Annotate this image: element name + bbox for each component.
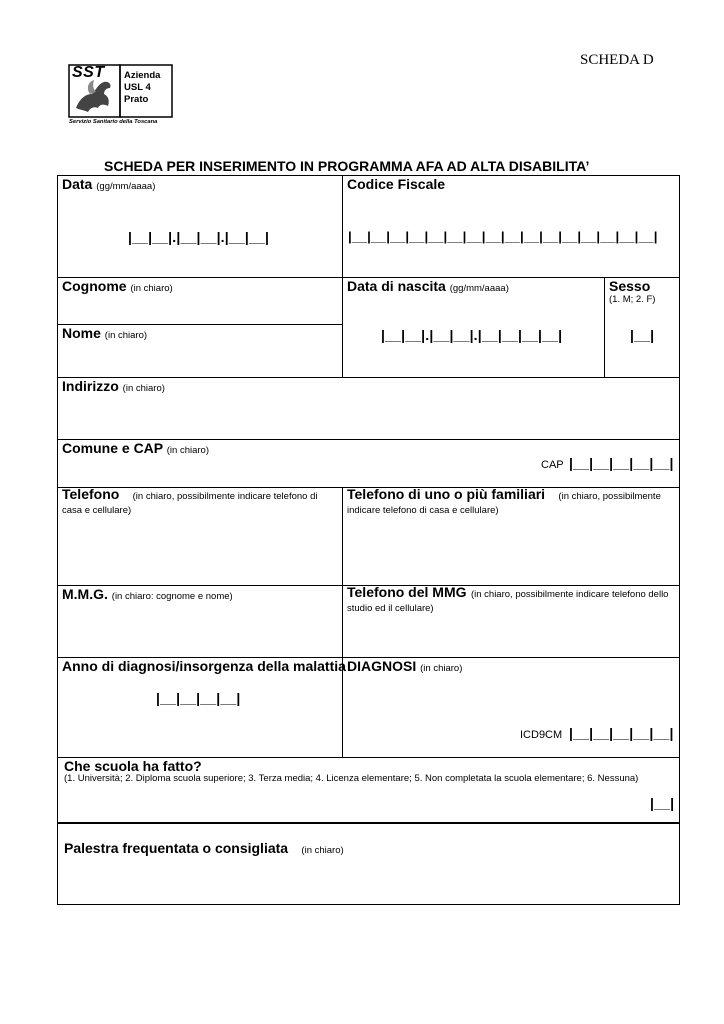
indirizzo-cell[interactable]	[58, 377, 679, 439]
palestra-cell[interactable]	[58, 823, 679, 904]
sesso-cell[interactable]	[604, 277, 679, 377]
cognome-cell[interactable]	[58, 277, 342, 324]
anno-diagnosi-label: Anno di diagnosi/insorgenza della malattia	[62, 658, 346, 674]
scuola-label: Che scuola ha fatto?	[64, 758, 202, 774]
anno-diagnosi-boxes: |__|__|__|__|	[156, 690, 241, 706]
scuola-cell[interactable]	[58, 757, 679, 823]
logo-usl-text: USL 4	[124, 82, 151, 93]
logo-prato-text: Prato	[124, 94, 149, 105]
nome-cell[interactable]	[58, 324, 342, 377]
codice-fiscale-label: Codice Fiscale	[347, 176, 446, 192]
telefono-familiari-hint: (in chiaro, possibilmente indicare telefono di casa e cellulare)	[347, 491, 661, 516]
codice-fiscale-cell[interactable]	[342, 176, 679, 277]
data-nascita-cell[interactable]	[342, 277, 604, 377]
scuola-hint: (1. Università; 2. Diploma scuola superiore; 3. Terza media; 4. Licenza elementare; 5. Non completata la scuola elementare; 6. Nessuna)	[64, 773, 639, 784]
telefono-mmg-hint: (in chiaro, possibilmente indicare telefono dello studio ed il cellulare)	[347, 589, 669, 614]
form-title: SCHEDA PER INSERIMENTO IN PROGRAMMA AFA AD ALTA DISABILITA’	[104, 158, 590, 174]
logo-subtitle: Servizio Sanitario della Toscana	[69, 119, 158, 125]
comune-cap-label: Comune e CAP	[62, 440, 163, 456]
data-nascita-boxes: |__|__|.|__|__|.|__|__|__|__|	[381, 327, 563, 343]
sesso-boxes: |__|	[630, 327, 655, 343]
palestra-label: Palestra frequentata o consigliata	[64, 840, 289, 856]
indirizzo-label: Indirizzo	[62, 378, 119, 394]
mmg-label: M.M.G.	[62, 586, 108, 602]
data-label: Data	[62, 176, 93, 192]
nome-label: Nome	[62, 325, 101, 341]
data-boxes: |__|__|.|__|__|.|__|__|	[128, 229, 270, 245]
diagnosi-hint: (in chiaro)	[420, 663, 463, 674]
sesso-hint: (1. M; 2. F)	[609, 294, 656, 305]
cognome-label: Cognome	[62, 278, 127, 294]
comune-cap-cell[interactable]	[58, 439, 679, 487]
nome-hint: (in chiaro)	[104, 330, 148, 341]
mmg-hint: (in chiaro: cognome e nome)	[111, 591, 233, 602]
cap-label: CAP	[541, 459, 564, 471]
scuola-boxes: |__|	[650, 795, 675, 811]
cap-boxes: |__|__|__|__|__|	[569, 455, 674, 471]
telefono-mmg-cell[interactable]	[342, 585, 679, 657]
sesso-label: Sesso	[609, 278, 651, 294]
diagnosi-cell[interactable]	[342, 657, 679, 757]
data-cell[interactable]	[58, 176, 342, 277]
data-nascita-label: Data di nascita	[347, 278, 446, 294]
telefono-familiari-cell[interactable]	[342, 487, 679, 585]
data-nascita-hint: (gg/mm/aaaa)	[449, 283, 509, 294]
anno-diagnosi-cell[interactable]	[58, 657, 346, 757]
logo-azienda-text: Azienda	[124, 70, 161, 81]
indirizzo-hint: (in chiaro)	[122, 383, 165, 394]
icd-label: ICD9CM	[520, 729, 563, 741]
telefono-hint: (in chiaro, possibilmente indicare telefono di casa e cellulare)	[62, 491, 318, 516]
cognome-hint: (in chiaro)	[130, 283, 173, 294]
logo-sst-text: SST	[72, 64, 105, 81]
scheda-label: SCHEDA D	[580, 52, 654, 68]
comune-cap-hint: (in chiaro)	[166, 445, 210, 456]
telefono-mmg-label: Telefono del MMG	[347, 584, 467, 600]
mmg-cell[interactable]	[58, 585, 342, 657]
telefono-label: Telefono	[62, 486, 120, 502]
diagnosi-label: DIAGNOSI	[347, 658, 417, 674]
sst-logo	[68, 64, 174, 130]
icd-boxes: |__|__|__|__|__|	[569, 725, 674, 741]
palestra-hint: (in chiaro)	[301, 845, 344, 856]
codice-fiscale-boxes: |__|__|__|__|__|__|__|__|__|__|__|__|__|__|__|__|	[348, 229, 658, 244]
telefono-familiari-label: Telefono di uno o più familiari	[347, 486, 546, 502]
data-hint: (gg/mm/aaaa)	[96, 181, 156, 192]
telefono-cell[interactable]	[58, 487, 342, 585]
